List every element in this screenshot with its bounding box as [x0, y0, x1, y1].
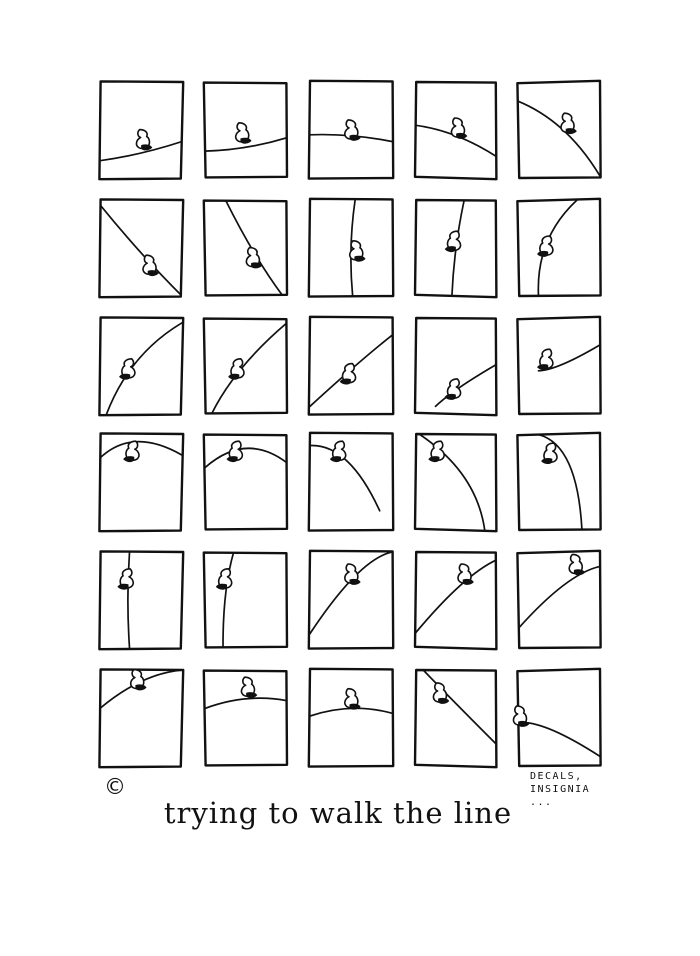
walker-foot [445, 247, 455, 252]
comic-panel [99, 199, 183, 297]
comic-panel [309, 433, 393, 531]
panel-frame [309, 669, 393, 767]
comic-panel [415, 82, 497, 179]
walker-foot [148, 271, 158, 276]
comic-panel [204, 435, 287, 530]
walker-foot [227, 457, 237, 462]
walker-foot [118, 584, 128, 589]
walker-foot [120, 374, 130, 379]
caption-title: trying to walk the line [163, 796, 513, 830]
panel-grid [99, 81, 600, 767]
copyright-symbol: © [104, 775, 126, 800]
comic-panel [309, 317, 393, 415]
comic-panel [204, 200, 287, 296]
artist-signature [530, 770, 620, 809]
walker-foot [252, 263, 262, 268]
walker-foot [519, 721, 529, 726]
comic-panel [309, 81, 393, 179]
walker-foot [350, 135, 360, 140]
comic-panel [204, 671, 287, 766]
comic-panel [513, 669, 600, 766]
walker-foot [142, 145, 152, 150]
comic-panel [99, 317, 183, 415]
panel-frame [517, 199, 600, 296]
walker-foot [538, 365, 548, 370]
walker-foot [463, 579, 473, 584]
panel-frame [204, 553, 287, 648]
walker-foot [229, 374, 239, 379]
comic-panel [204, 552, 287, 648]
panel-frame [517, 669, 600, 766]
walker-foot [439, 698, 449, 703]
comic-panel [517, 317, 600, 414]
comic-panel [415, 552, 497, 649]
panel-frame [309, 433, 393, 531]
walker-foot [247, 693, 257, 698]
walker-foot [457, 133, 467, 138]
walker-foot [429, 457, 439, 462]
panel-frame [99, 551, 183, 649]
walker-foot [566, 129, 576, 134]
signature-line-2: INSIGNIA [530, 784, 591, 795]
comic-panel [415, 200, 496, 297]
walker-foot [331, 457, 341, 462]
walker-foot [136, 685, 146, 690]
comic-panel [517, 81, 600, 178]
walker-foot [355, 256, 365, 261]
walker-foot [574, 570, 584, 575]
panel-frame [99, 199, 183, 297]
walker-foot [445, 394, 455, 399]
comic-panel [309, 551, 393, 649]
comic-panel [204, 319, 287, 414]
panel-frame [415, 434, 496, 531]
comic-panel [415, 318, 497, 415]
comic-panel [99, 81, 183, 179]
comic-panel [204, 83, 287, 178]
panel-frame [415, 670, 496, 767]
walker-foot [217, 584, 227, 589]
signature-line-3: ... [530, 797, 553, 808]
comic-panel [309, 199, 393, 297]
walker-foot [538, 251, 548, 256]
signature-line-1: DECALS, [530, 771, 583, 782]
comic-panel [99, 433, 183, 531]
walker-foot [124, 457, 134, 462]
comic-panel [517, 199, 600, 296]
panel-frame [517, 81, 600, 178]
panel-frame [517, 551, 600, 648]
panel-frame [204, 201, 287, 296]
walker-foot [350, 704, 360, 709]
comic-panel [415, 670, 497, 767]
walker-foot [241, 138, 251, 143]
comic-panel [415, 434, 496, 531]
walker-foot [350, 579, 360, 584]
comic-panel [99, 669, 183, 767]
comic-panel [517, 551, 600, 648]
walker-foot [340, 379, 350, 384]
panel-frame [415, 318, 496, 415]
comic-panel [517, 433, 600, 530]
walker-foot [542, 459, 552, 464]
comic-panel [309, 669, 393, 767]
comic-panel [99, 551, 183, 649]
